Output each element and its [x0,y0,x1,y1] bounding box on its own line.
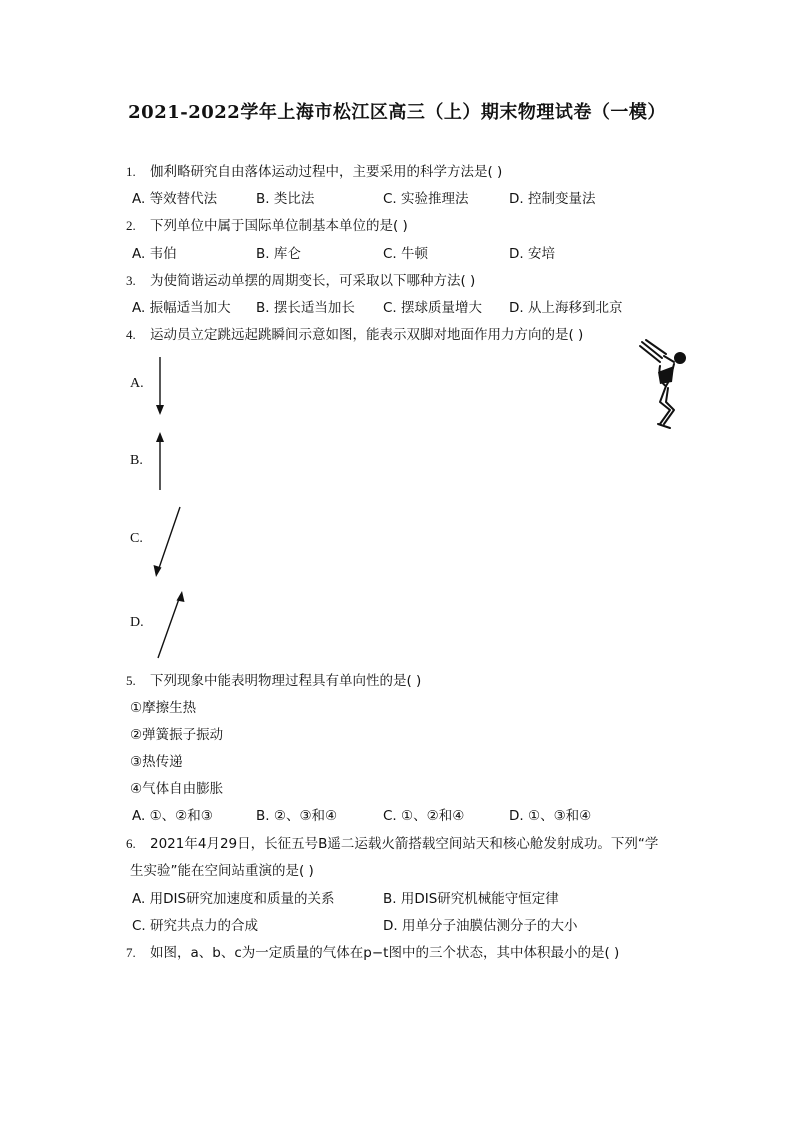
question-2-option-d: D. 安培 [509,246,555,262]
question-2-number: 2. [126,218,136,233]
question-5-item-1: ①摩擦生热 [130,700,197,716]
question-3-stem: 为使简谐运动单摆的周期变长，可采取以下哪种方法( ) [150,273,476,289]
question-5-item-4: ④气体自由膨胀 [130,781,224,797]
question-3-option-c: C. 摆球质量增大 [383,300,483,316]
question-5-number: 5. [126,673,136,688]
question-1-stem: 伽利略研究自由落体运动过程中，主要采用的科学方法是( ) [150,164,503,180]
page-title: 2021-2022学年上海市松江区高三（上）期末物理试卷（一模） [128,102,666,123]
question-7-number: 7. [126,945,136,960]
question-1-option-a: A. 等效替代法 [132,191,218,207]
question-5-item-3: ③热传递 [130,754,183,770]
question-4-number: 4. [126,327,136,342]
question-3-option-a: A. 振幅适当加大 [132,300,231,316]
question-5-item-2: ②弹簧振子振动 [130,727,224,743]
question-1-option-d: D. 控制变量法 [509,191,596,207]
question-1-option-b: B. 类比法 [256,191,315,207]
question-6-option-c: C. 研究共点力的合成 [132,918,259,934]
question-4-option-b: B. [130,453,143,468]
question-2-stem: 下列单位中属于国际单位制基本单位的是( ) [150,218,408,234]
question-2-option-c: C. 牛顿 [383,246,429,262]
question-5-option-a: A. ①、②和③ [132,808,213,824]
arrow-down-icon [150,355,170,419]
arrow-up-right-icon [150,588,190,662]
question-2-option-b: B. 库仑 [256,246,301,262]
question-6-stem-line-2: 生实验”能在空间站重演的是( ) [130,863,314,879]
arrow-up-icon [150,428,170,492]
question-4-option-c: C. [130,531,143,546]
question-5-option-d: D. ①、③和④ [509,808,592,824]
question-7-stem: 如图，a、b、c为一定质量的气体在p−t图中的三个状态，其中体积最小的是( ) [150,945,620,961]
question-3-option-b: B. 摆长适当加长 [256,300,355,316]
arrow-down-left-icon [148,505,188,581]
question-6-number: 6. [126,836,136,851]
question-6-option-d: D. 用单分子油膜估测分子的大小 [383,918,578,934]
question-4-stem: 运动员立定跳远起跳瞬间示意如图，能表示双脚对地面作用力方向的是( ) [150,327,584,343]
question-6-option-b: B. 用DIS研究机械能守恒定律 [383,891,559,907]
question-5-stem: 下列现象中能表明物理过程具有单向性的是( ) [150,673,422,689]
question-1-option-c: C. 实验推理法 [383,191,469,207]
question-3-number: 3. [126,273,136,288]
question-4-option-d: D. [130,615,144,630]
question-6-option-a: A. 用DIS研究加速度和质量的关系 [132,891,335,907]
question-6-stem-line-1: 2021年4月29日，长征五号B遥二运载火箭搭载空间站天和核心舱发射成功。下列“学 [150,836,659,852]
question-2-option-a: A. 韦伯 [132,246,177,262]
question-1-number: 1. [126,164,136,179]
question-5-option-c: C. ①、②和④ [383,808,465,824]
question-4-option-a: A. [130,376,144,391]
long-jump-athlete-figure [636,336,696,432]
question-5-option-b: B. ②、③和④ [256,808,338,824]
question-3-option-d: D. 从上海移到北京 [509,300,623,316]
